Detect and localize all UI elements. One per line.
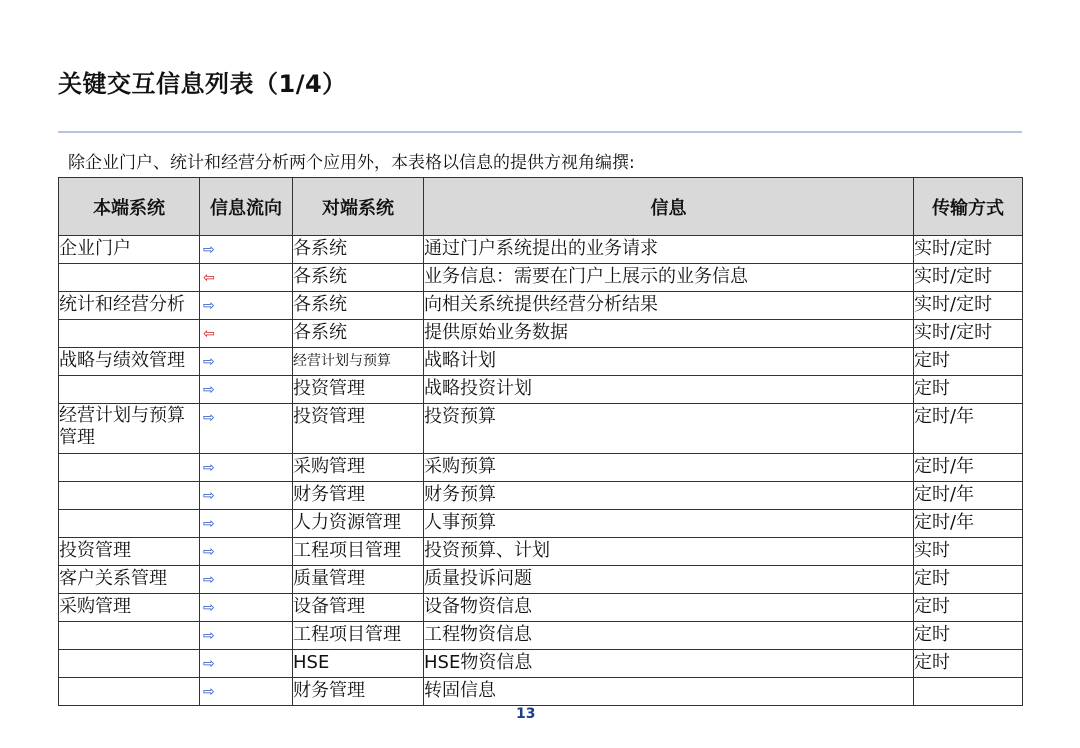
arrow-right-icon: ⇨: [203, 488, 215, 504]
cell-direction: [200, 236, 293, 264]
cell-remote-system: 各系统: [293, 292, 424, 320]
cell-transfer-mode: 定时/年: [914, 454, 1023, 482]
table-row: [59, 236, 1023, 264]
arrow-left-icon: ⇦: [203, 326, 215, 342]
page-number: 13: [516, 706, 536, 722]
cell-direction: [200, 482, 293, 510]
cell-remote-system: 设备管理: [293, 594, 424, 622]
table-row: [59, 404, 1023, 454]
cell-transfer-mode: 定时: [914, 650, 1023, 678]
table-row: [59, 650, 1023, 678]
cell-info: 战略计划: [424, 348, 914, 376]
cell-local-system: 投资管理: [59, 538, 200, 566]
table-row: [59, 292, 1023, 320]
cell-transfer-mode: 实时/定时: [914, 236, 1023, 264]
cell-transfer-mode: [914, 678, 1023, 706]
cell-local-system: 经营计划与预算管理: [59, 404, 200, 454]
cell-direction: [200, 292, 293, 320]
cell-remote-system: HSE: [293, 650, 424, 678]
cell-direction: [200, 404, 293, 454]
cell-info: HSE物资信息: [424, 650, 914, 678]
cell-info: 通过门户系统提出的业务请求: [424, 236, 914, 264]
arrow-right-icon: ⇨: [203, 600, 215, 616]
cell-local-system: 客户关系管理: [59, 566, 200, 594]
cell-info: 工程物资信息: [424, 622, 914, 650]
cell-info: 向相关系统提供经营分析结果: [424, 292, 914, 320]
cell-direction: [200, 376, 293, 404]
cell-direction: [200, 264, 293, 292]
cell-info: 业务信息：需要在门户上展示的业务信息: [424, 264, 914, 292]
cell-direction: [200, 566, 293, 594]
table-row: [59, 566, 1023, 594]
cell-remote-system: 各系统: [293, 236, 424, 264]
title-divider: [58, 131, 1022, 133]
cell-transfer-mode: 实时: [914, 538, 1023, 566]
table-row: [59, 320, 1023, 348]
arrow-right-icon: ⇨: [203, 656, 215, 672]
cell-local-system: [59, 320, 200, 348]
arrow-right-icon: ⇨: [203, 298, 215, 314]
cell-local-system: 统计和经营分析: [59, 292, 200, 320]
intro-text: 除企业门户、统计和经营分析两个应用外，本表格以信息的提供方视角编撰:: [68, 153, 635, 173]
cell-info: 采购预算: [424, 454, 914, 482]
arrow-right-icon: ⇨: [203, 410, 215, 426]
cell-info: 投资预算、计划: [424, 538, 914, 566]
cell-remote-system: 采购管理: [293, 454, 424, 482]
cell-direction: [200, 454, 293, 482]
header-transfer-mode: 传输方式: [914, 178, 1023, 236]
cell-info: 人事预算: [424, 510, 914, 538]
cell-local-system: [59, 482, 200, 510]
cell-remote-system: 工程项目管理: [293, 622, 424, 650]
cell-local-system: [59, 678, 200, 706]
header-direction: 信息流向: [200, 178, 293, 236]
cell-transfer-mode: 实时/定时: [914, 320, 1023, 348]
cell-local-system: [59, 264, 200, 292]
arrow-right-icon: ⇨: [203, 544, 215, 560]
cell-local-system: [59, 376, 200, 404]
cell-remote-system: 财务管理: [293, 678, 424, 706]
cell-direction: [200, 510, 293, 538]
cell-remote-system: 经营计划与预算: [293, 348, 424, 376]
cell-transfer-mode: 定时/年: [914, 404, 1023, 454]
arrow-right-icon: ⇨: [203, 628, 215, 644]
cell-direction: [200, 348, 293, 376]
table-row: [59, 622, 1023, 650]
interaction-table: [58, 177, 1023, 706]
cell-remote-system: 各系统: [293, 264, 424, 292]
cell-info: 转固信息: [424, 678, 914, 706]
table-row: [59, 348, 1023, 376]
arrow-right-icon: ⇨: [203, 516, 215, 532]
cell-remote-system: 投资管理: [293, 376, 424, 404]
cell-transfer-mode: 定时: [914, 566, 1023, 594]
arrow-right-icon: ⇨: [203, 460, 215, 476]
arrow-left-icon: ⇦: [203, 270, 215, 286]
cell-remote-system: 质量管理: [293, 566, 424, 594]
cell-direction: [200, 650, 293, 678]
cell-local-system: [59, 622, 200, 650]
cell-info: 提供原始业务数据: [424, 320, 914, 348]
cell-local-system: 战略与绩效管理: [59, 348, 200, 376]
table-row: [59, 594, 1023, 622]
cell-transfer-mode: 定时: [914, 348, 1023, 376]
table-header-row: [59, 178, 1023, 236]
cell-transfer-mode: 定时: [914, 622, 1023, 650]
arrow-right-icon: ⇨: [203, 684, 215, 700]
header-remote-system: 对端系统: [293, 178, 424, 236]
header-local-system: 本端系统: [59, 178, 200, 236]
header-info: 信息: [424, 178, 914, 236]
cell-info: 战略投资计划: [424, 376, 914, 404]
cell-direction: [200, 320, 293, 348]
table-row: [59, 376, 1023, 404]
cell-direction: [200, 678, 293, 706]
table-row: [59, 538, 1023, 566]
cell-transfer-mode: 定时/年: [914, 510, 1023, 538]
arrow-right-icon: ⇨: [203, 572, 215, 588]
cell-info: 质量投诉问题: [424, 566, 914, 594]
arrow-right-icon: ⇨: [203, 354, 215, 370]
page-title: 关键交互信息列表（1/4）: [58, 70, 347, 98]
cell-local-system: [59, 454, 200, 482]
table-row: [59, 264, 1023, 292]
cell-info: 投资预算: [424, 404, 914, 454]
cell-info: 财务预算: [424, 482, 914, 510]
cell-remote-system: 各系统: [293, 320, 424, 348]
cell-remote-system: 财务管理: [293, 482, 424, 510]
table-row: [59, 482, 1023, 510]
cell-local-system: 企业门户: [59, 236, 200, 264]
cell-transfer-mode: 定时/年: [914, 482, 1023, 510]
table-row: [59, 678, 1023, 706]
arrow-right-icon: ⇨: [203, 382, 215, 398]
cell-transfer-mode: 定时: [914, 376, 1023, 404]
cell-direction: [200, 622, 293, 650]
cell-transfer-mode: 实时/定时: [914, 264, 1023, 292]
cell-remote-system: 工程项目管理: [293, 538, 424, 566]
table-row: [59, 510, 1023, 538]
cell-local-system: [59, 510, 200, 538]
cell-local-system: 采购管理: [59, 594, 200, 622]
cell-direction: [200, 538, 293, 566]
cell-transfer-mode: 定时: [914, 594, 1023, 622]
cell-info: 设备物资信息: [424, 594, 914, 622]
cell-direction: [200, 594, 293, 622]
cell-remote-system: 投资管理: [293, 404, 424, 454]
cell-transfer-mode: 实时/定时: [914, 292, 1023, 320]
cell-remote-system: 人力资源管理: [293, 510, 424, 538]
table-row: [59, 454, 1023, 482]
cell-local-system: [59, 650, 200, 678]
arrow-right-icon: ⇨: [203, 242, 215, 258]
